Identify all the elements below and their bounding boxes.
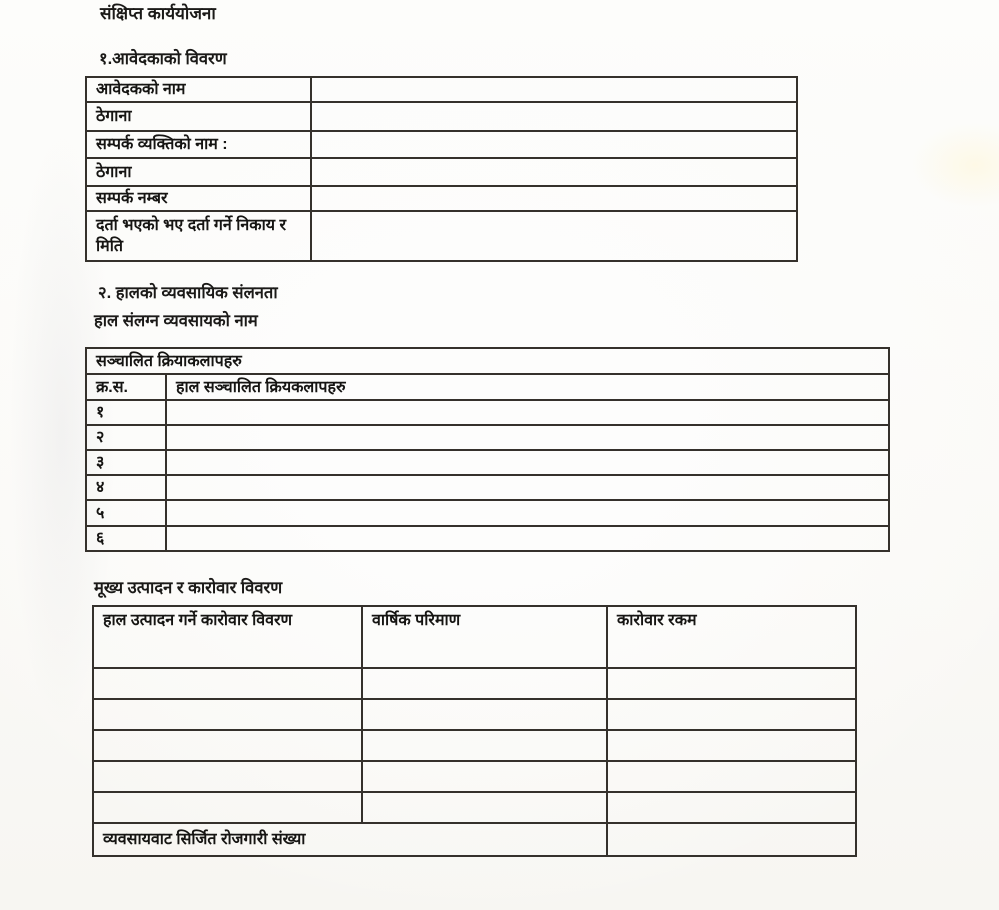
blank-cell: [362, 699, 607, 730]
table-row: [93, 668, 856, 699]
table-row: [93, 792, 856, 823]
registration-body-date-label: दर्ता भएको भए दर्ता गर्ने निकाय र मिति: [86, 211, 311, 261]
blank-cell: [362, 668, 607, 699]
blank-cell: [93, 761, 362, 792]
registration-body-date-blank-cell: [311, 211, 797, 261]
jobs-created-blank-cell: [607, 823, 856, 856]
table-row: [86, 450, 889, 475]
document-title: संक्षिप्त कार्ययोजना: [100, 4, 216, 23]
section1-heading: १.आवेदकाको विवरण: [99, 50, 227, 68]
table-row: [86, 158, 797, 186]
serial-number-header: क्र.स.: [86, 374, 166, 400]
table-row: [86, 400, 889, 425]
blank-cell: [362, 792, 607, 823]
jobs-created-label: व्यवसायवाट सिर्जित रोजगारी संख्या: [93, 823, 607, 856]
serial-number: १: [86, 400, 166, 425]
activity-blank-cell: [166, 526, 889, 551]
serial-number: ३: [86, 450, 166, 475]
activities-table-title: सञ्चालित क्रियाकलापहरु: [86, 348, 889, 374]
activity-blank-cell: [166, 400, 889, 425]
blank-cell: [607, 761, 856, 792]
blank-cell: [607, 730, 856, 761]
blank-cell: [607, 668, 856, 699]
annual-quantity-header: वार्षिक परिमाण: [362, 606, 607, 668]
table-row: [86, 425, 889, 450]
activity-blank-cell: [166, 500, 889, 526]
blank-cell: [607, 792, 856, 823]
table-row: [86, 475, 889, 500]
table-row: [86, 500, 889, 526]
activity-blank-cell: [166, 450, 889, 475]
production-detail-header: हाल उत्पादन गर्ने कारोवार विवरण: [93, 606, 362, 668]
table-header-row: [93, 606, 856, 668]
contact-number-label: सम्पर्क नम्बर: [86, 186, 311, 211]
table-row: [86, 131, 797, 158]
serial-number: ४: [86, 475, 166, 500]
contact-person-name-blank-cell: [311, 131, 797, 158]
applicant-name-blank-cell: [311, 77, 797, 102]
table-row: [93, 730, 856, 761]
address-blank-cell: [311, 102, 797, 131]
blank-cell: [93, 730, 362, 761]
table-row: [86, 102, 797, 131]
applicant-name-label: आवेदकको नाम: [86, 77, 311, 102]
section3-heading: मूख्य उत्पादन र कारोवार विवरण: [94, 579, 283, 597]
address-label: ठेगाना: [86, 102, 311, 131]
table-row: [93, 761, 856, 792]
serial-number: २: [86, 425, 166, 450]
transaction-amount-header: कारोवार रकम: [607, 606, 856, 668]
table-header-row: [86, 348, 889, 374]
table-footer-row: [93, 823, 856, 856]
table-row: [86, 211, 797, 261]
activity-blank-cell: [166, 475, 889, 500]
current-activities-table: [85, 347, 890, 552]
production-transaction-table: [92, 605, 857, 857]
serial-number: ६: [86, 526, 166, 551]
blank-cell: [607, 699, 856, 730]
blank-cell: [93, 668, 362, 699]
table-subheader-row: [86, 374, 889, 400]
contact-address-blank-cell: [311, 158, 797, 186]
section2-heading: २. हालको व्यवसायिक संलनता: [98, 284, 278, 302]
activity-blank-cell: [166, 425, 889, 450]
contact-address-label: ठेगाना: [86, 158, 311, 186]
section2-subheading: हाल संलग्न व्यवसायको नाम: [94, 312, 258, 330]
serial-number: ५: [86, 500, 166, 526]
blank-cell: [362, 730, 607, 761]
contact-person-name-label: सम्पर्क व्यक्तिको नाम :: [86, 131, 311, 158]
applicant-details-table: [85, 76, 798, 262]
table-row: [86, 526, 889, 551]
table-row: [86, 77, 797, 102]
contact-number-blank-cell: [311, 186, 797, 211]
table-row: [86, 186, 797, 211]
table-row: [93, 699, 856, 730]
blank-cell: [93, 792, 362, 823]
blank-cell: [362, 761, 607, 792]
blank-cell: [93, 699, 362, 730]
current-activities-header: हाल सञ्चालित क्रियकलापहरु: [166, 374, 889, 400]
